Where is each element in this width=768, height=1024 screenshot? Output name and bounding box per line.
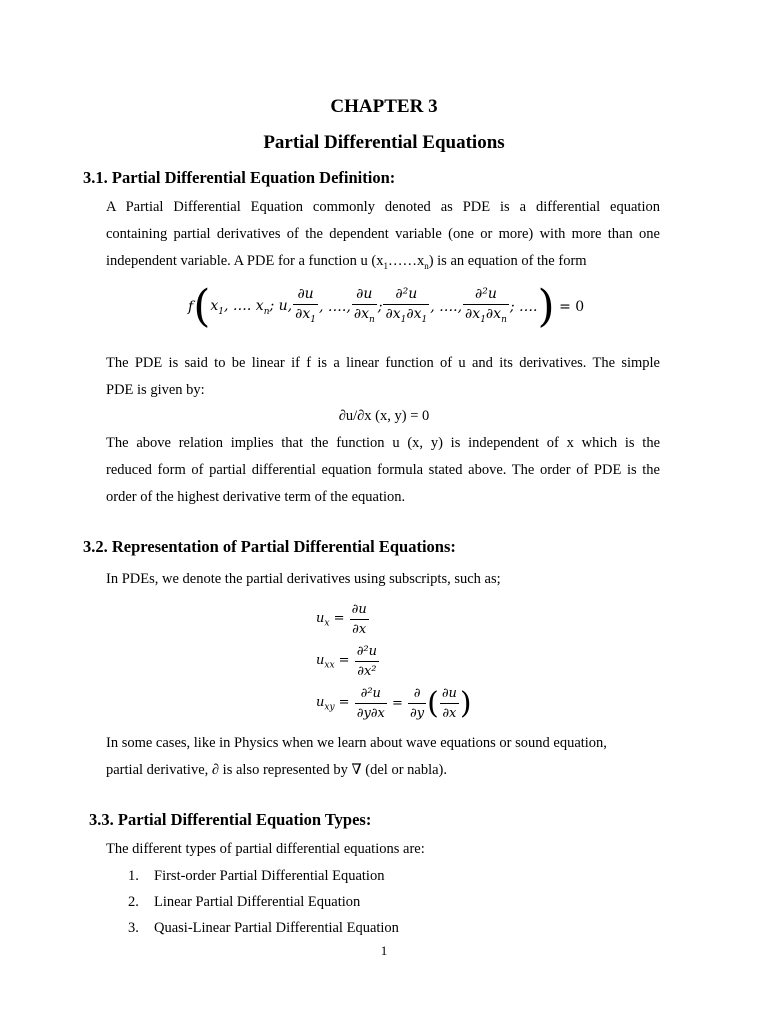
list-item: 1. First-order Partial Differential Equation xyxy=(128,868,385,884)
page-number: 1 xyxy=(380,943,388,958)
section-3-1-paragraph-2 xyxy=(106,350,660,404)
general-pde-equation: f ( $x_1$, …. $x_n$; u, $\frac{\partial u}{\partial x_1}$ , …., $\frac{\partial u}{\partial x_n}$ ; $\frac{\text{∂²u}}{\partial x_1\partial x_1}$ , …., $\frac{\text{∂²u}}{\partial x_1\partial x_n}$ ; …. ) = 0 xyxy=(188,281,585,333)
paragraph-line: partial derivative, ∂ is also represented by ∇ (del or nabla). xyxy=(106,762,447,778)
paragraph-line: order of the highest derivative term of the equation. xyxy=(106,489,406,505)
section-heading-3-3: 3.3. Partial Differential Equation Types: xyxy=(89,810,372,829)
paragraph-line: The PDE is said to be linear if f is a linear function of u and its derivatives. The simple xyxy=(106,355,660,371)
uxx-equation: $u_{xx}$ = $\frac{\text{∂²u}}{\text{∂x²}}$ xyxy=(316,644,378,679)
paragraph-line: In some cases, like in Physics when we learn about wave equations or sound equation, xyxy=(106,735,607,751)
paragraph-line: The above relation implies that the function u (x, y) is independent of x which is the xyxy=(106,435,660,451)
list-item: 2. Linear Partial Differential Equation xyxy=(128,894,361,910)
pde-types-list xyxy=(128,863,399,941)
section-heading-3-2: 3.2. Representation of Partial Differential Equations: xyxy=(83,537,456,556)
chapter-label: CHAPTER 3 xyxy=(330,96,438,117)
section-3-2-paragraph xyxy=(106,730,660,784)
section-heading-3-1: 3.1. Partial Differential Equation Definition: xyxy=(83,168,396,187)
section-3-3-intro: The different types of partial differential equations are: xyxy=(106,841,425,857)
uxy-equation: $u_{xy}$ = $\frac{\text{∂²u}}{\partial y\partial x}$ = $\frac{\partial}{\partial y}$ ( $\frac{\partial u}{\partial x}$ ) xyxy=(316,685,472,721)
paragraph-line: A Partial Differential Equation commonly denoted as PDE is a differential equation xyxy=(106,199,660,215)
chapter-title: Partial Differential Equations xyxy=(263,132,505,153)
section-3-1-paragraph xyxy=(106,194,660,280)
paragraph-line: independent variable. A PDE for a function u $(x_1\dots\dots x_n)$ is an equation of the form xyxy=(106,253,587,271)
list-item: 3. Quasi-Linear Partial Differential Equation xyxy=(128,920,399,936)
section-3-2-intro: In PDEs, we denote the partial derivatives using subscripts, such as; xyxy=(106,571,501,587)
ux-equation: $u_x$ = $\frac{\partial u}{\partial x}$ xyxy=(316,602,367,637)
paragraph-line: PDE is given by: xyxy=(106,382,205,398)
section-3-1-paragraph-3 xyxy=(106,430,660,511)
paragraph-line: containing partial derivatives of the dependent variable (one or more) with more than one xyxy=(106,226,660,242)
simple-pde-equation: ∂u/∂x (x, y) = 0 xyxy=(338,408,430,424)
paragraph-line: reduced form of partial differential equation formula stated above. The order of PDE is the xyxy=(106,462,660,478)
